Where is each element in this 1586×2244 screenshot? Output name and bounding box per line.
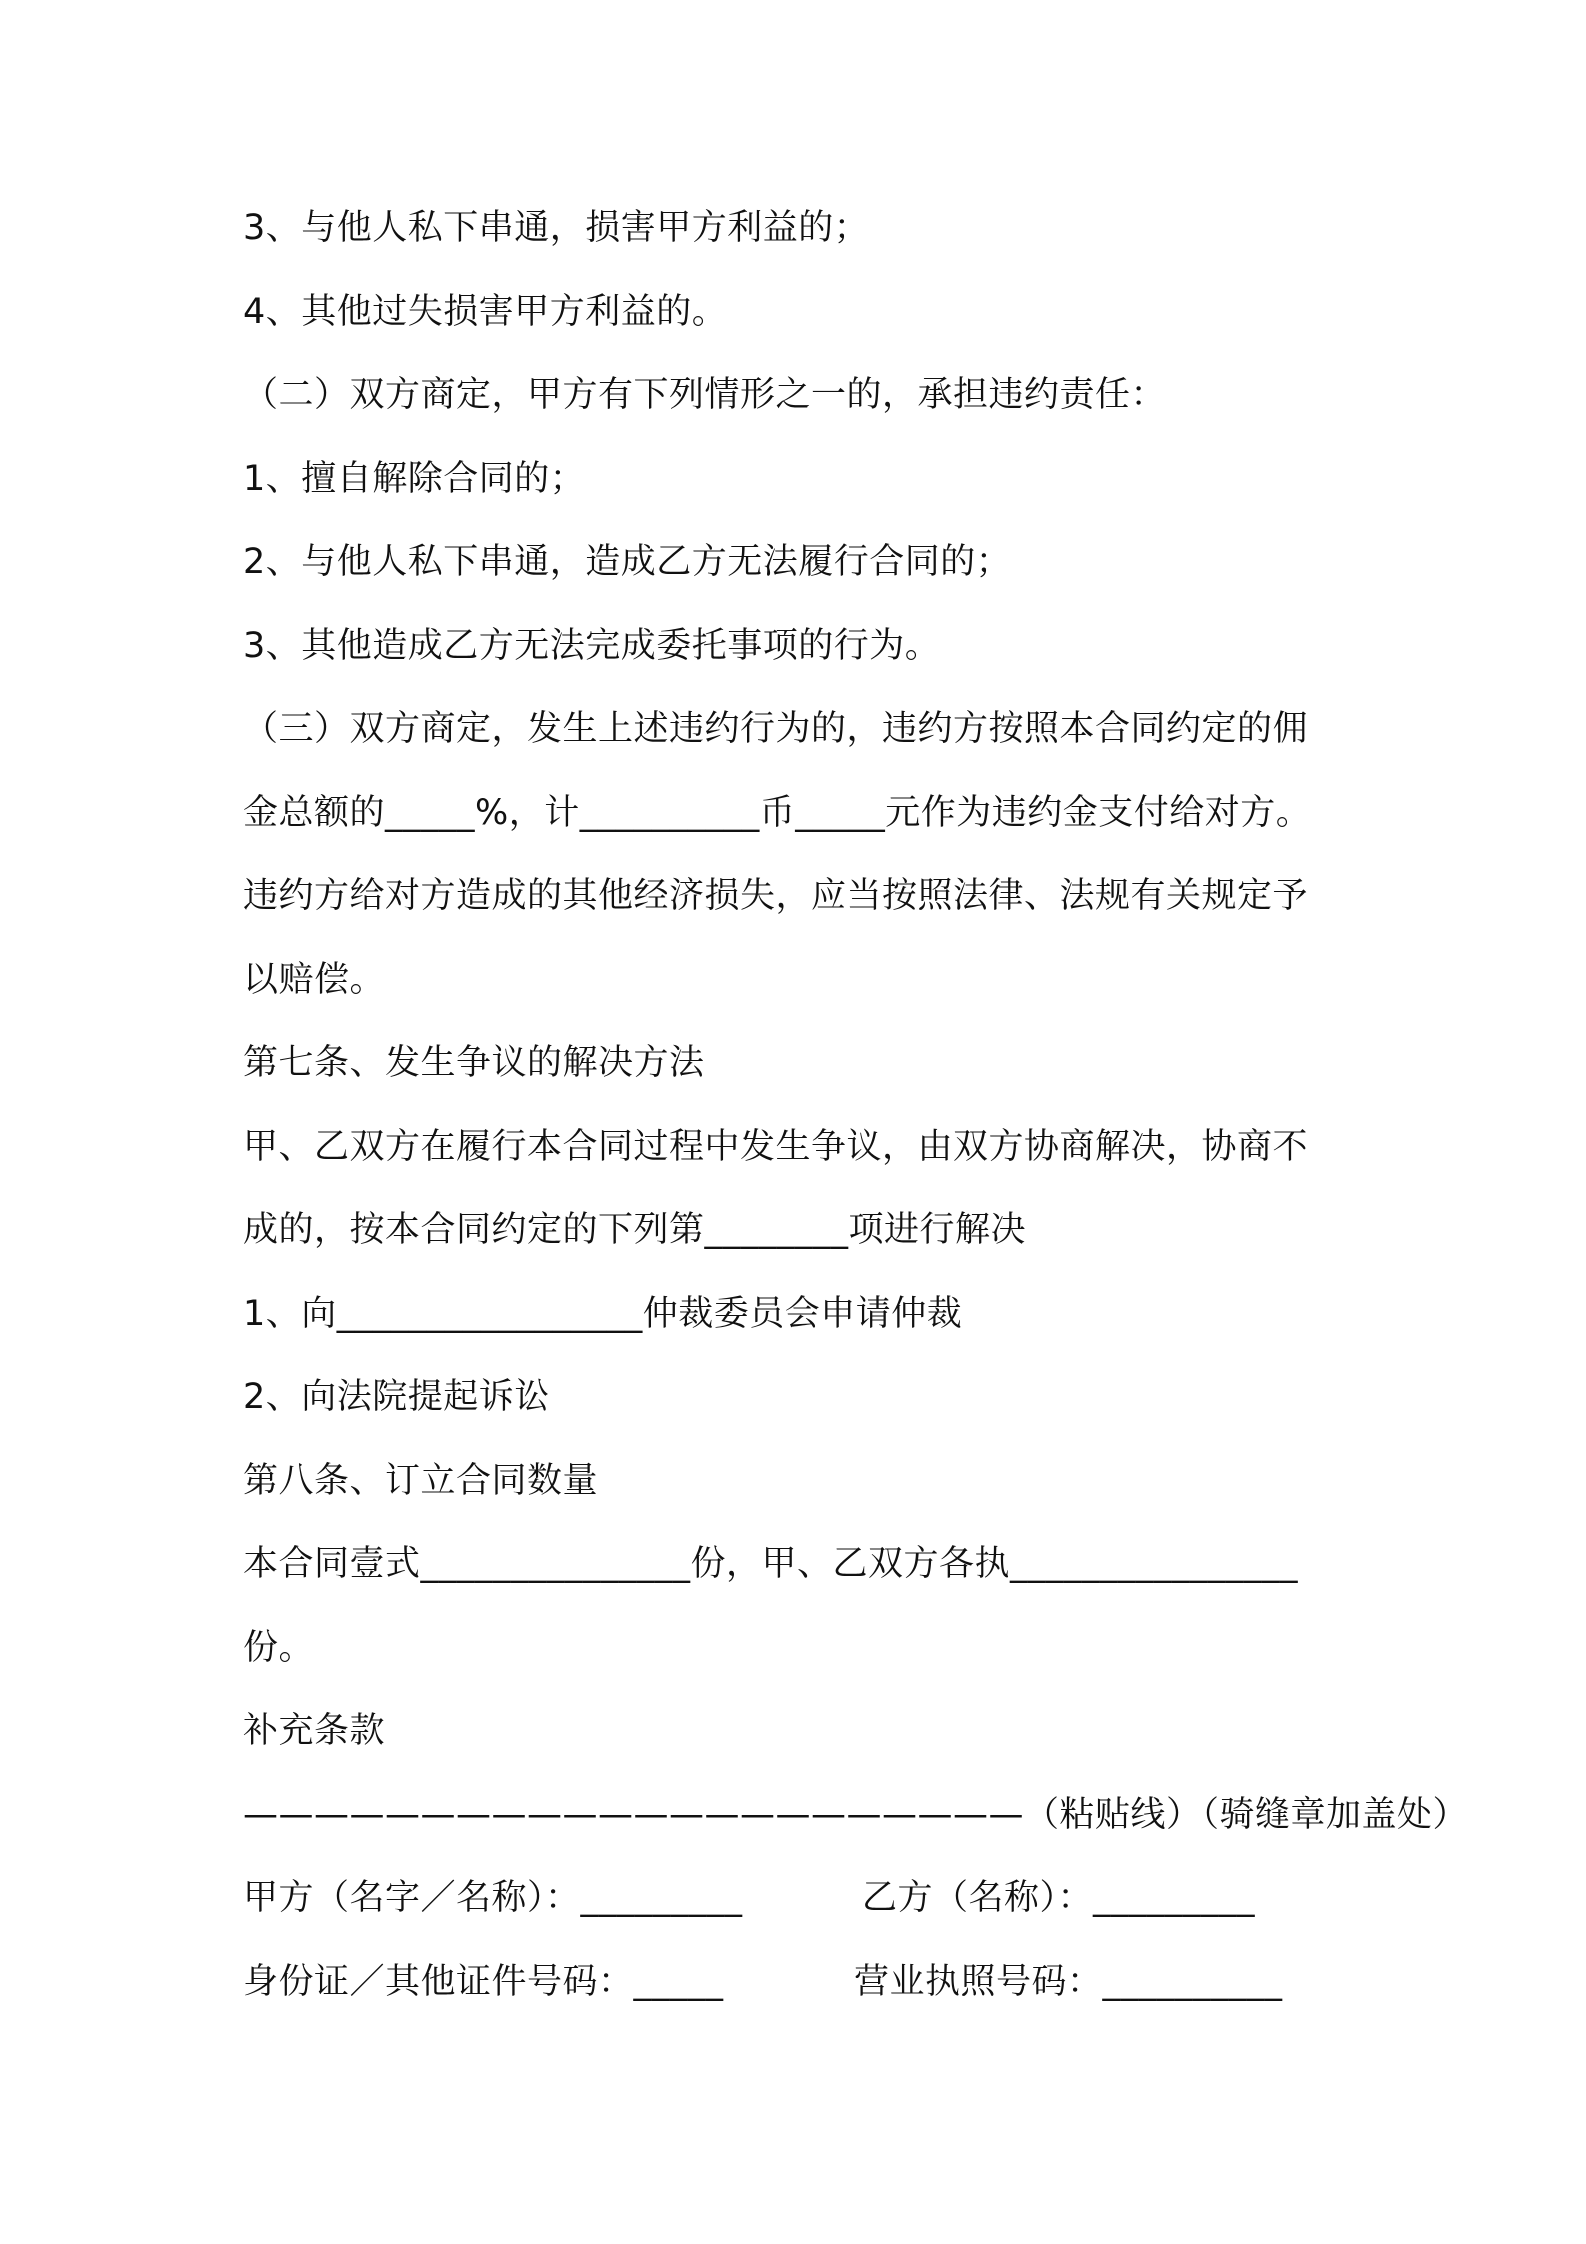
clause-line: 成的，按本合同约定的下列第________项进行解决 [243,1210,1027,1250]
party-b-license-field: 营业执照号码：__________ [854,1962,1283,2002]
article-heading: 第七条、发生争议的解决方法 [243,1043,705,1083]
clause-line: 违约方给对方造成的其他经济损失，应当按照法律、法规有关规定予 [243,876,1309,916]
article-heading: 第八条、订立合同数量 [243,1461,599,1501]
clause-line: 3、与他人私下串通，损害甲方利益的； [243,208,870,248]
clause-line: 1、擅自解除合同的； [243,459,586,499]
clause-line: 金总额的_____%，计__________币_____元作为违约金支付给对方。 [243,793,1312,833]
clause-heading: （三）双方商定，发生上述违约行为的，违约方按照本合同约定的佣 [243,709,1309,749]
clause-line: 份。 [243,1628,315,1668]
clause-line: 2、向法院提起诉讼 [243,1377,550,1417]
clause-line: 甲、乙双方在履行本合同过程中发生争议，由双方协商解决，协商不 [243,1127,1309,1167]
party-a-name-field: 甲方（名字／名称）：_________ [243,1878,743,1918]
party-b-name-field: 乙方（名称）：_________ [862,1878,1256,1918]
party-a-id-field: 身份证／其他证件号码：_____ [243,1962,724,2002]
clause-line: 1、向_________________仲裁委员会申请仲裁 [243,1294,963,1334]
paste-line: ——————————————————————（粘贴线）（骑缝章加盖处） [243,1795,1469,1835]
clause-line: 4、其他过失损害甲方利益的。 [243,292,728,332]
clause-heading: （二）双方商定，甲方有下列情形之一的，承担违约责任： [243,375,1167,415]
clause-line: 3、其他造成乙方无法完成委托事项的行为。 [243,626,941,666]
clause-line: 2、与他人私下串通，造成乙方无法履行合同的； [243,542,1012,582]
clause-line: 本合同壹式_______________份，甲、乙双方各执________________ [243,1544,1299,1584]
section-heading: 补充条款 [243,1711,386,1751]
clause-line: 以赔偿。 [243,960,386,1000]
